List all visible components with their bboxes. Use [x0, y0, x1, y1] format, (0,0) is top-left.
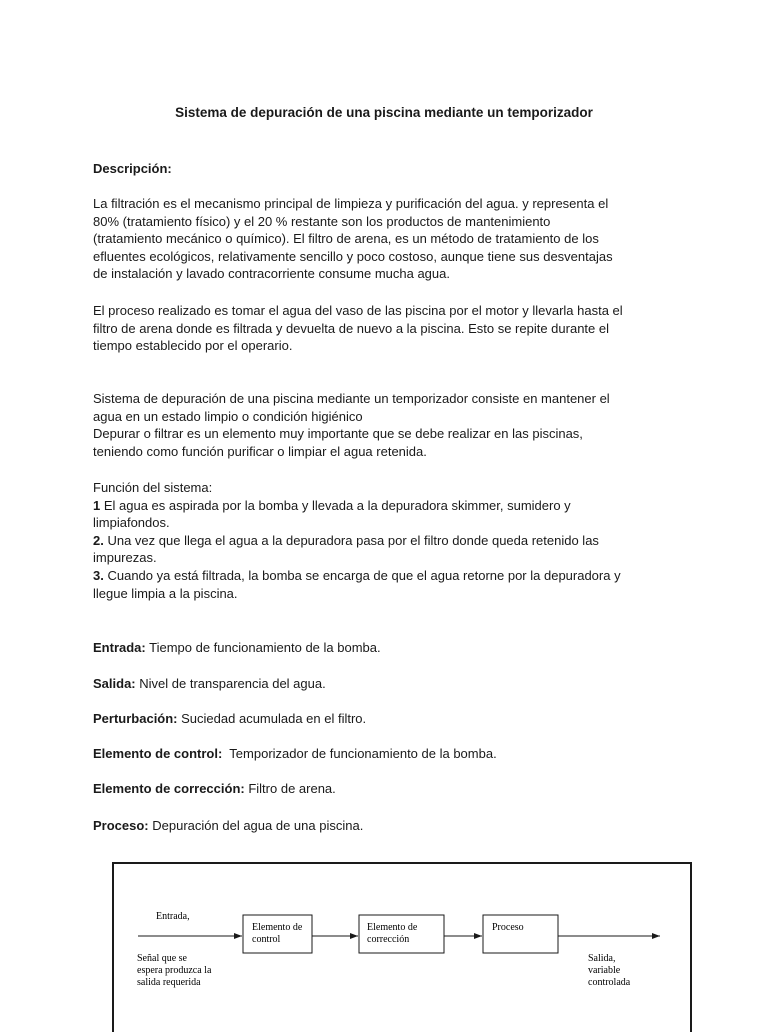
block-diagram-svg: [114, 864, 690, 1032]
box2-line-1: Elemento de: [367, 922, 418, 933]
elemento-correccion: Elemento de corrección: Filtro de arena.: [93, 781, 336, 796]
elemento-perturbacion: Perturbación: Suciedad acumulada en el filtro.: [93, 711, 367, 726]
box3-line-1: Proceso: [492, 922, 524, 933]
block-diagram: [112, 862, 692, 1032]
descripcion-heading: Descripción:: [93, 161, 172, 176]
elemento-salida: Salida: Nivel de transparencia del agua.: [93, 676, 326, 691]
funcion-item-2: 2. Una vez que llega el agua a la depuradora pasa por el filtro donde queda retenido las: [93, 532, 599, 548]
descripcion-paragraph-1: La filtración es el mecanismo principal de limpieza y purificación del agua. y representa el 80% (tratamiento físico) y el 20 % restante son los productos de mantenimiento (tratamiento mecánico o químico). El filtro de arena, es un método de tratamiento de los efluentes ecológicos, relativamente sencillo y poco costoso, aunque tiene sus desventajas de instalación y lavado contracorriente consume mucha agua.: [93, 196, 613, 282]
funcion-item-3: 3. Cuando ya está filtrada, la bomba se encarga de que el agua retorne por la depuradora y: [93, 567, 621, 583]
elemento-control: Elemento de control: Temporizador de funcionamiento de la bomba.: [93, 746, 497, 761]
document-title: Sistema de depuración de una piscina mediante un temporizador: [175, 105, 593, 120]
funcion-heading: Función del sistema:: [93, 480, 213, 495]
funcion-item-1: 1 El agua es aspirada por la bomba y llevada a la depuradora skimmer, sumidero y: [93, 497, 571, 513]
label-entrada: Entrada,: [156, 911, 190, 922]
label-senal-2: espera produzca la: [137, 965, 212, 976]
box1-line-1: Elemento de: [252, 922, 303, 933]
label-senal-3: salida requerida: [137, 977, 201, 988]
box-proceso: [483, 915, 558, 953]
elemento-proceso: Proceso: Depuración del agua de una piscina.: [93, 818, 364, 833]
box1-line-2: control: [252, 934, 281, 945]
label-salida-3: controlada: [588, 977, 631, 988]
elemento-entrada: Entrada: Tiempo de funcionamiento de la bomba.: [93, 640, 381, 655]
box2-line-2: corrección: [367, 934, 410, 945]
label-senal-1: Señal que se: [137, 953, 187, 964]
label-salida-2: variable: [588, 965, 621, 976]
funcion-section: Función del sistema: 1 El agua es aspirada por la bomba y llevada a la depuradora skimmer, sumidero y limpiafondos. 2. Una vez que llega el agua a la depuradora pasa por el filtro donde queda retenido las impurezas. 3. Cuando ya está filtrada, la bomba se encarga de que el agua retorne por la depuradora y llegue limpia a la piscina.: [93, 479, 683, 602]
label-salida-1: Salida,: [588, 953, 616, 964]
descripcion-paragraph-3: Sistema de depuración de una piscina mediante un temporizador consiste en mantener el agua en un estado limpio o condición higiénico Depurar o filtrar es un elemento muy importante que se debe realizar en las piscinas, teniendo como función purificar o limpiar el agua retenida.: [93, 391, 610, 459]
descripcion-paragraph-2: El proceso realizado es tomar el agua del vaso de las piscina por el motor y llevarla hasta el filtro de arena donde es filtrada y devuelta de nuevo a la piscina. Esto se repite durante el tiempo establecido por el operario.: [93, 303, 623, 354]
